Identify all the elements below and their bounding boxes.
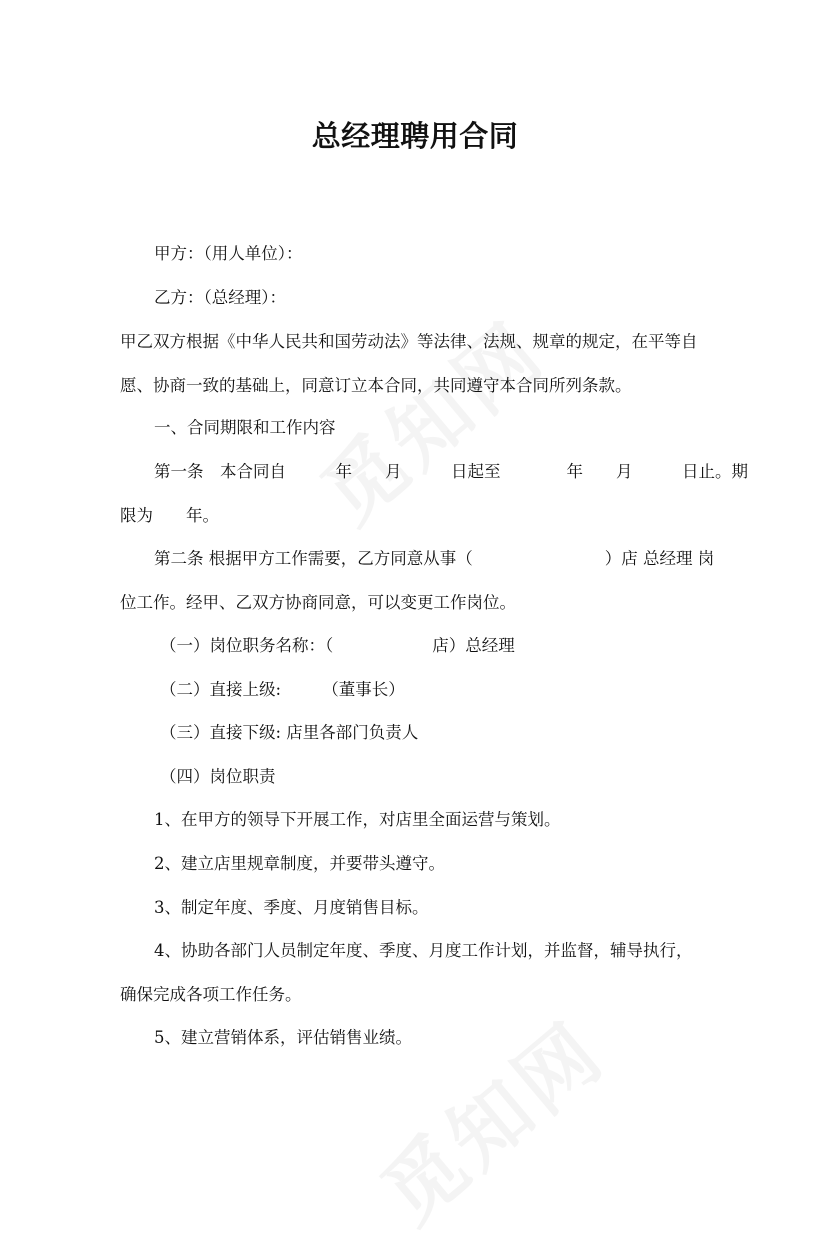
duty-item: 3、制定年度、季度、月度销售目标。	[154, 898, 429, 917]
article-2-line-1: 第二条 根据甲方工作需要，乙方同意从事（ ）店 总经理 岗	[154, 549, 715, 568]
duty-item-line-2: 确保完成各项工作任务。	[120, 985, 302, 1004]
duty-item: 5、建立营销体系，评估销售业绩。	[154, 1028, 412, 1047]
direct-superior-item: （二）直接上级: （董事长）	[160, 680, 405, 699]
party-a-line: 甲方：（用人单位）：	[154, 244, 303, 263]
page-title: 总经理聘用合同	[311, 119, 519, 153]
section-heading: 一、合同期限和工作内容	[154, 418, 336, 437]
duty-item-line-1: 4、协助各部门人员制定年度、季度、月度工作计划，并监督，辅导执行，	[154, 941, 693, 960]
article-2-line-2: 位工作。经甲、乙双方协商同意，可以变更工作岗位。	[120, 593, 516, 612]
direct-subordinate-item: （三）直接下级: 店里各部门负责人	[160, 723, 419, 742]
party-b-line: 乙方：（总经理）：	[154, 288, 286, 307]
job-duties-heading: （四）岗位职责	[160, 767, 276, 786]
article-1-line-2: 限为 年。	[120, 506, 219, 525]
intro-paragraph-line-2: 愿、协商一致的基础上，同意订立本合同，共同遵守本合同所列条款。	[120, 376, 632, 395]
duty-item: 1、在甲方的领导下开展工作，对店里全面运营与策划。	[154, 810, 561, 829]
article-1-line-1: 第一条 本合同自 年 月 日起至 年 月 日止。期	[154, 462, 748, 481]
duty-item: 2、建立店里规章制度，并要带头遵守。	[154, 854, 445, 873]
position-title-item: （一）岗位职务名称：（ 店）总经理	[160, 636, 515, 655]
intro-paragraph-line-1: 甲乙双方根据《中华人民共和国劳动法》等法律、法规、规章的规定，在平等自	[120, 332, 698, 351]
